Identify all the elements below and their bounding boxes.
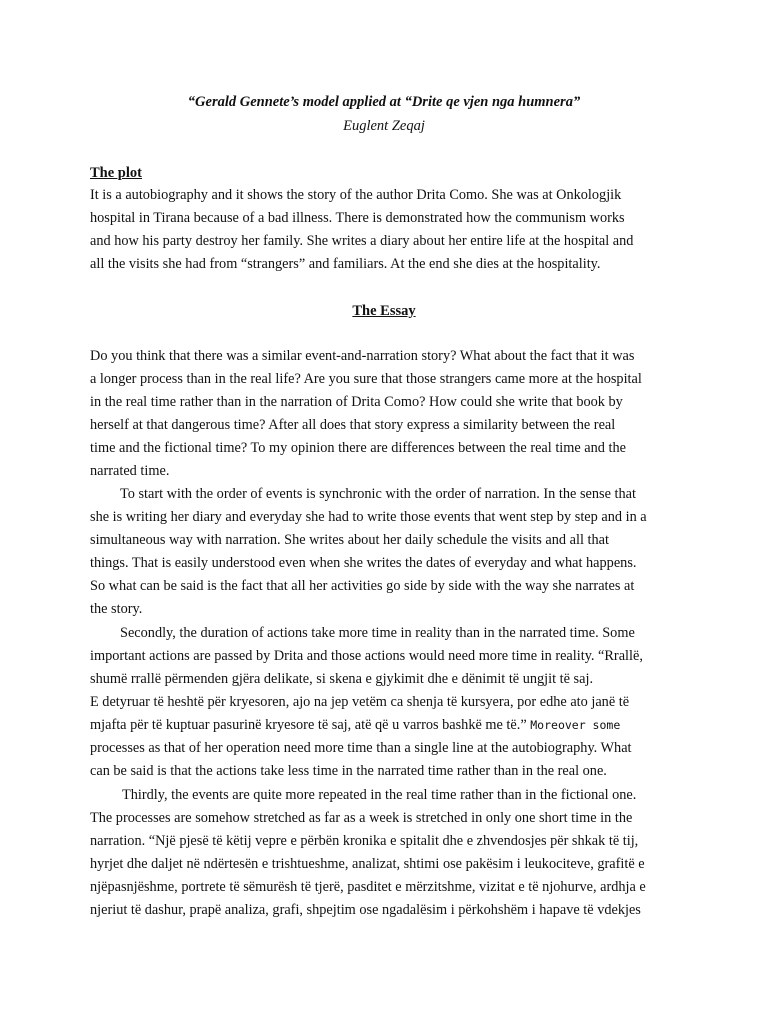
essay-line-with-fragment — [90, 716, 620, 734]
essay-line: can be said is that the actions take less time in the narrated time rather than in the real one. — [90, 763, 607, 779]
essay-line: njëpasnjëshme, portrete të sëmurësh të tjerë, pasditet e mërzitshme, vizitat e të njohurve, ardhja e — [90, 879, 646, 895]
essay-line: time and the fictional time? To my opinion there are differences between the real time and the — [90, 440, 626, 456]
essay-line: hyrjet dhe daljet në ndërtesën e trishtueshme, analizat, shtimi ose pakësim i leukociteve, grafitë e — [90, 856, 645, 872]
essay-line: the story. — [90, 601, 143, 617]
essay-line-text: mjafta për të kuptuar pasurinë kryesore të saj, atë që u varros bashkë me të.” — [90, 717, 527, 733]
essay-line: Secondly, the duration of actions take more time in reality than in the narrated time. Some — [120, 625, 635, 641]
essay-line: processes as that of her operation need more time than a single line at the autobiography. What — [90, 740, 632, 756]
document-author: Euglent Zeqaj — [343, 118, 425, 134]
essay-line: things. That is easily understood even when she writes the dates of everyday and what happens. — [90, 555, 637, 571]
document-title: “Gerald Gennete’s model applied at “Drite qe vjen nga humnera” — [187, 94, 581, 110]
essay-line: E detyruar të heshtë për kryesoren, ajo na jep vetëm ca shenja të kursyera, por edhe ato janë të — [90, 694, 630, 710]
essay-line: simultaneous way with narration. She writes about her daily schedule the visits and all that — [90, 532, 609, 548]
essay-line: Do you think that there was a similar event-and-narration story? What about the fact that it was — [90, 348, 635, 364]
essay-line: njeriut të dashur, prapë analiza, grafi, shpejtim ose ngadalësim i përkohshëm i hapave të vdekjes — [90, 902, 641, 918]
essay-line: a longer process than in the real life? Are you sure that those strangers came more at the hospital — [90, 371, 642, 387]
essay-heading: The Essay — [352, 303, 416, 319]
essay-line: narrated time. — [90, 463, 170, 479]
essay-line: herself at that dangerous time? After all does that story express a similarity between the real — [90, 417, 616, 433]
plot-line: all the visits she had from “strangers” and familiars. At the end she dies at the hospitality. — [90, 256, 601, 272]
essay-line: The processes are somehow stretched as far as a week is stretched in only one short time in the — [90, 810, 633, 826]
essay-inline-fragment: Moreover some — [530, 718, 621, 732]
essay-line: she is writing her diary and everyday she had to write those events that went step by step and in a — [90, 509, 647, 525]
essay-line: important actions are passed by Drita and those actions would need more time in reality. “Rrallë, — [90, 648, 643, 664]
essay-line: shumë rrallë përmenden gjëra delikate, si skena e gjykimit dhe e dënimit të ungjit të saj. — [90, 671, 594, 687]
plot-line: It is a autobiography and it shows the story of the author Drita Como. She was at Onkologjik — [90, 187, 622, 203]
essay-line: So what can be said is the fact that all her activities go side by side with the way she narrates at — [90, 578, 635, 594]
essay-line: narration. “Një pjesë të këtij vepre e përbën kronika e spitalit dhe e zhvendosjes për shkak të tij, — [90, 833, 639, 849]
essay-line: To start with the order of events is synchronic with the order of narration. In the sense that — [120, 486, 636, 502]
essay-line: in the real time rather than in the narration of Drita Como? How could she write that book by — [90, 394, 623, 410]
plot-line: and how his party destroy her family. She writes a diary about her entire life at the hospital and — [90, 233, 634, 249]
plot-heading: The plot — [90, 165, 142, 181]
plot-line: hospital in Tirana because of a bad illness. There is demonstrated how the communism works — [90, 210, 625, 226]
essay-line: Thirdly, the events are quite more repeated in the real time rather than in the fictional one. — [122, 787, 637, 803]
